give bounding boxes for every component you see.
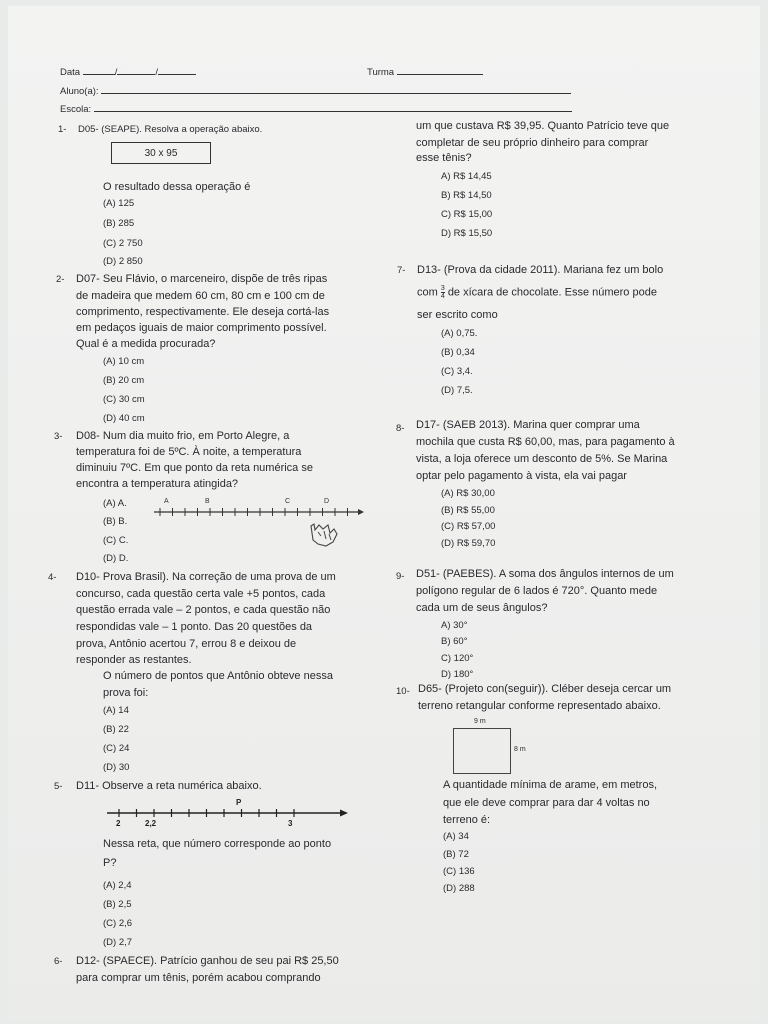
- q3-option-b[interactable]: (B) B.: [103, 516, 128, 527]
- q2-option-d[interactable]: (D) 40 cm: [103, 413, 145, 424]
- q7-option-a[interactable]: (A) 0,75.: [441, 328, 478, 339]
- q2-line-1: D07- Seu Flávio, o marceneiro, dispõe de três ripas: [76, 273, 328, 285]
- q8-option-b[interactable]: (B) R$ 55,00: [441, 505, 495, 516]
- q3-option-d[interactable]: (D) D.: [103, 553, 129, 564]
- q2-line-5: Qual é a medida procurada?: [76, 338, 216, 350]
- q10-prompt-1: A quantidade mínima de arame, em metros,: [443, 779, 657, 791]
- q8-option-c[interactable]: (C) R$ 57,00: [441, 521, 496, 532]
- q5-option-a[interactable]: (A) 2,4: [103, 880, 132, 891]
- q8-line-4: optar pelo pagamento à vista, ela vai pagar: [416, 470, 627, 482]
- q5-prompt-1: Nessa reta, que número corresponde ao ponto: [103, 838, 332, 850]
- q7-frac-den: 4: [440, 293, 445, 300]
- q6-option-d[interactable]: D) R$ 15,50: [441, 228, 493, 239]
- q5-number: 5-: [54, 781, 63, 792]
- q1-expression-box: [111, 142, 211, 164]
- q6-line-4: completar de seu próprio dinheiro para comprar: [416, 137, 649, 149]
- student-blank[interactable]: [101, 84, 571, 94]
- q7-frac-num: 3: [440, 285, 445, 292]
- date-day-blank[interactable]: [83, 65, 115, 75]
- q6-option-b[interactable]: B) R$ 14,50: [441, 190, 492, 201]
- q8-line-3: vista, a loja oferece um desconto de 5%. Se Marina: [416, 453, 668, 465]
- q8-line-2: mochila que custa R$ 60,00, mas, para pagamento à: [416, 436, 675, 448]
- class-field: [367, 65, 483, 79]
- q7-line-2-pre: com: [417, 286, 438, 299]
- q4-option-c[interactable]: (C) 24: [103, 743, 130, 754]
- q9-line-1: D51- (PAEBES). A soma dos ângulos internos de um: [416, 568, 674, 580]
- q10-height-label: 8 m: [514, 746, 526, 753]
- q3-number: 3-: [54, 431, 63, 442]
- q6-line-1: D12- (SPAECE). Patrício ganhou de seu pai R$ 25,50: [76, 955, 339, 967]
- q4-option-d[interactable]: (D) 30: [103, 762, 130, 773]
- q5-arrow-icon: [340, 810, 348, 817]
- student-field: [60, 84, 571, 98]
- q10-number: 10-: [396, 686, 410, 697]
- q6-option-c[interactable]: C) R$ 15,00: [441, 209, 493, 220]
- q3-point-a: A: [164, 498, 169, 505]
- q4-line-5: prova, Antônio acertou 7, errou 8 e deixou de: [76, 638, 297, 650]
- q8-line-1: D17- (SAEB 2013). Marina quer comprar uma: [416, 419, 640, 431]
- q5-label-2: 2: [116, 819, 121, 828]
- q10-prompt-2: que ele deve comprar para dar 4 voltas no: [443, 797, 650, 809]
- q5-point-label: P: [236, 798, 242, 807]
- q1-number: 1-: [58, 124, 67, 135]
- q4-line-6: responder as restantes.: [76, 654, 192, 666]
- q4-line-3: questão errada vale – 2 pontos, e cada questão não: [76, 604, 331, 616]
- q3-point-b: B: [205, 498, 210, 505]
- date-field: [60, 65, 196, 79]
- q10-line-2: terreno retangular conforme representado abaixo.: [418, 700, 661, 712]
- q4-line-2: concurso, cada questão certa vale +5 pontos, cada: [76, 588, 326, 600]
- q7-line-2-post: de xícara de chocolate. Esse número pode: [447, 286, 657, 299]
- date-month-blank[interactable]: [117, 65, 155, 75]
- q10-option-c[interactable]: (C) 136: [443, 866, 475, 877]
- school-blank[interactable]: [94, 102, 572, 112]
- q2-option-b[interactable]: (B) 20 cm: [103, 375, 145, 386]
- q3-line-4: encontra a temperatura atingida?: [76, 478, 239, 490]
- q7-number: 7-: [397, 265, 406, 276]
- q4-line-1: D10- Prova Brasil). Na correção de uma prova de um: [76, 571, 336, 583]
- q9-line-2: polígono regular de 6 lados é 720°. Quanto mede: [416, 585, 658, 597]
- q1-option-d[interactable]: (D) 2 850: [103, 256, 143, 267]
- q7-option-d[interactable]: (D) 7,5.: [441, 385, 473, 396]
- q6-line-5: esse tênis?: [416, 152, 472, 164]
- q5-option-b[interactable]: (B) 2,5: [103, 899, 132, 910]
- q1-option-c[interactable]: (C) 2 750: [103, 238, 143, 249]
- q4-prompt-1: O número de pontos que Antônio obteve nessa: [103, 670, 333, 682]
- q6-option-a[interactable]: A) R$ 14,45: [441, 171, 492, 182]
- q3-option-a[interactable]: (A) A.: [103, 498, 127, 509]
- q10-option-a[interactable]: (A) 34: [443, 831, 469, 842]
- q10-prompt-3: terreno é:: [443, 814, 491, 826]
- school-field: [60, 102, 572, 116]
- q5-number-line: [105, 796, 350, 828]
- q4-number: 4-: [48, 572, 57, 583]
- q8-option-d[interactable]: (D) R$ 59,70: [441, 538, 496, 549]
- q7-option-b[interactable]: (B) 0,34: [441, 347, 475, 358]
- date-year-blank[interactable]: [158, 65, 196, 75]
- q9-option-a[interactable]: A) 30°: [441, 620, 468, 631]
- q7-line-3: ser escrito como: [417, 309, 498, 321]
- q2-line-4: em pedaços iguais de maior comprimento possível.: [76, 322, 327, 334]
- q6-line-3: um que custava R$ 39,95. Quanto Patrício teve que: [416, 120, 670, 132]
- q10-width-label: 9 m: [474, 718, 486, 725]
- q3-point-d: D: [324, 498, 330, 505]
- q3-line-2: temperatura foi de 5ºC. À noite, a temperatura: [76, 446, 302, 458]
- q3-arrow-icon: [358, 509, 364, 515]
- thermometer-doodle-icon: [306, 520, 342, 550]
- school-label: Escola:: [60, 104, 92, 115]
- q10-title: D65- (Projeto con(seguir)). Cléber deseja cercar um: [418, 683, 672, 695]
- date-sep-1: /: [114, 67, 118, 78]
- q5-title: D11- Observe a reta numérica abaixo.: [76, 780, 262, 792]
- q3-option-c[interactable]: (C) C.: [103, 535, 129, 546]
- q7-option-c[interactable]: (C) 3,4.: [441, 366, 473, 377]
- q9-option-b[interactable]: B) 60°: [441, 636, 468, 647]
- q5-label-2-2: 2,2: [145, 819, 157, 828]
- student-label: Aluno(a):: [60, 86, 99, 97]
- q1-option-a[interactable]: (A) 125: [103, 198, 135, 209]
- q1-prompt: O resultado dessa operação é: [103, 181, 251, 193]
- q4-option-b[interactable]: (B) 22: [103, 724, 129, 735]
- q5-prompt-2: P?: [103, 857, 117, 869]
- class-label: Turma: [367, 67, 395, 78]
- q5-option-c[interactable]: (C) 2,6: [103, 918, 133, 929]
- q8-option-a[interactable]: (A) R$ 30,00: [441, 488, 495, 499]
- q2-number: 2-: [56, 274, 65, 285]
- q5-label-3: 3: [288, 819, 293, 828]
- q10-option-d[interactable]: (D) 288: [443, 883, 475, 894]
- q3-point-c: C: [285, 498, 291, 505]
- q9-option-c[interactable]: C) 120°: [441, 653, 474, 664]
- class-blank[interactable]: [397, 65, 483, 75]
- q3-line-3: diminuiu 7ºC. Em que ponto da reta numérica se: [76, 462, 313, 474]
- q7-line-2: [417, 285, 657, 300]
- q9-line-3: cada um de seus ângulos?: [416, 602, 548, 614]
- q4-prompt-2: prova foi:: [103, 687, 149, 699]
- q1-title: D05- (SEAPE). Resolva a operação abaixo.: [78, 124, 263, 135]
- q9-option-d[interactable]: D) 180°: [441, 669, 474, 680]
- q10-terrain-rectangle: [453, 728, 511, 774]
- date-label: Data: [60, 67, 81, 78]
- date-sep-2: /: [155, 67, 158, 78]
- q4-line-4: respondidas vale – 1 ponto. Das 20 questões da: [76, 621, 313, 633]
- q9-number: 9-: [396, 571, 405, 582]
- q8-number: 8-: [396, 423, 405, 434]
- q4-option-a[interactable]: (A) 14: [103, 705, 129, 716]
- q6-line-2: para comprar um tênis, porém acabou comprando: [76, 972, 321, 984]
- q2-option-a[interactable]: (A) 10 cm: [103, 356, 145, 367]
- q3-line-1: D08- Num dia muito frio, em Porto Alegre, a: [76, 430, 290, 442]
- q2-line-3: comprimento, respectivamente. Ele deseja cortá-las: [76, 306, 330, 318]
- q1-expression: 30 x 95: [144, 147, 178, 159]
- q5-option-d[interactable]: (D) 2,7: [103, 937, 133, 948]
- q6-number: 6-: [54, 956, 63, 967]
- q10-option-b[interactable]: (B) 72: [443, 849, 469, 860]
- q1-option-b[interactable]: (B) 285: [103, 218, 135, 229]
- q2-option-c[interactable]: (C) 30 cm: [103, 394, 145, 405]
- q2-line-2: de madeira que medem 60 cm, 80 cm e 100 cm de: [76, 290, 325, 302]
- q7-line-1: D13- (Prova da cidade 2011). Mariana fez um bolo: [417, 264, 664, 276]
- q7-fraction: [441, 285, 445, 300]
